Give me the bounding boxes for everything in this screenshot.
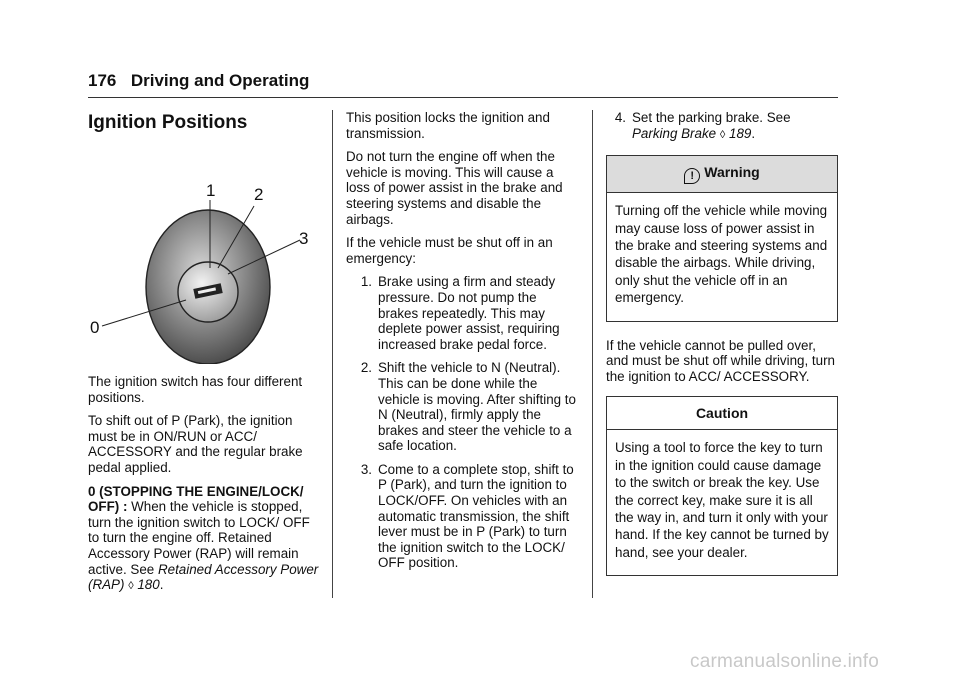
- section-heading: Ignition Positions: [88, 112, 248, 133]
- column-3: [606, 110, 838, 592]
- paragraph-text: When the vehicle is stopped, turn the ignition switch to LOCK/ OFF to turn the engine off. Retained Accessory Power (RAP) will remain active. See: [88, 499, 310, 577]
- paragraph: [88, 484, 324, 595]
- warning-text: Turning off the vehicle while moving may cause loss of power assist in the brake and steering systems and disable the airbags. While driving, only shut the vehicle off in an emergency.: [615, 203, 828, 306]
- step-text-main: Set the parking brake. See: [632, 110, 791, 125]
- caution-box: [606, 396, 838, 576]
- section-title: Driving and Operating: [130, 71, 310, 90]
- page-number: 176: [88, 71, 117, 90]
- list-item: [346, 360, 578, 454]
- list-item: [346, 462, 578, 571]
- reference-arrow-icon: ◊: [719, 128, 726, 141]
- period: .: [159, 577, 164, 593]
- paragraph: Do not turn the engine off when the vehicle is moving. This will cause a loss of power assist in the brake and steering systems and disable the airbags.: [346, 149, 563, 227]
- header-rule: [88, 97, 838, 98]
- emergency-steps-list: [346, 274, 578, 571]
- period: .: [751, 125, 756, 141]
- caution-title: Caution: [695, 405, 749, 422]
- watermark: carmanualsonline.info: [690, 651, 880, 672]
- warning-icon: !: [684, 168, 700, 184]
- paragraph: This position locks the ignition and transmission.: [346, 110, 550, 141]
- paragraph: If the vehicle cannot be pulled over, and must be shut off while driving, turn the ignition to ACC/ ACCESSORY.: [606, 337, 836, 384]
- reference-page[interactable]: 189: [729, 125, 752, 141]
- paragraph: If the vehicle must be shut off in an emergency:: [346, 235, 553, 266]
- position-label-2: 2: [254, 185, 264, 204]
- list-item: [346, 274, 578, 352]
- step-text: Shift the vehicle to N (Neutral). This can be done while the vehicle is moving. After shifting to N (Neutral), firmly apply the brakes and steer the vehicle to a safe location.: [378, 360, 576, 454]
- position-heading: 0 (STOPPING THE ENGINE/LOCK/ OFF) :: [88, 483, 304, 515]
- page-header: [88, 71, 838, 91]
- ignition-switch-illustration: [88, 140, 324, 364]
- position-label-0: 0: [90, 318, 100, 337]
- step-text: Brake using a firm and steady pressure. Do not pump the brakes repeatedly. This may deplete power assist, requiring increased brake pedal force.: [378, 274, 560, 352]
- column-1: [88, 110, 324, 603]
- reference-arrow-icon: ◊: [128, 580, 134, 593]
- cross-reference-link[interactable]: Parking Brake: [632, 125, 717, 141]
- step-number: 3.: [360, 461, 372, 477]
- column-divider: [592, 110, 593, 598]
- step-number: 4.: [614, 110, 626, 125]
- caution-text: Using a tool to force the key to turn in the ignition could cause damage to the switch or break the key. Use the correct key, make sure it is all the way in, and turn it only with your hand. If the key cannot be turned by hand, see your dealer.: [615, 440, 829, 560]
- paragraph: To shift out of P (Park), the ignition must be in ON/RUN or ACC/ ACCESSORY and the regular brake pedal applied.: [88, 413, 303, 475]
- column-divider: [332, 110, 333, 598]
- caution-body: [607, 430, 837, 575]
- column-2: [346, 110, 578, 579]
- step-text: [632, 110, 838, 143]
- reference-page[interactable]: 180: [137, 577, 160, 593]
- step-number: 1.: [360, 274, 372, 290]
- position-label-1: 1: [206, 181, 216, 200]
- warning-box: [606, 155, 838, 321]
- step-text: Come to a complete stop, shift to P (Park), and turn the ignition to LOCK/OFF. On vehicles with an automatic transmission, the shift lever must be in P (Park) to turn the ignition switch to the LOCK/ OFF position.: [378, 461, 574, 571]
- paragraph: The ignition switch has four different positions.: [88, 374, 303, 405]
- list-item: [606, 110, 838, 143]
- warning-header: [607, 156, 837, 193]
- position-label-3: 3: [299, 229, 309, 248]
- ignition-positions-figure: [88, 140, 324, 364]
- cross-reference-link[interactable]: Retained Accessory Power (RAP): [88, 561, 319, 593]
- warning-title: Warning: [704, 164, 760, 181]
- step-number: 2.: [360, 360, 372, 376]
- caution-header: [607, 397, 837, 430]
- warning-body: [607, 193, 837, 320]
- emergency-steps-continued: [606, 110, 838, 143]
